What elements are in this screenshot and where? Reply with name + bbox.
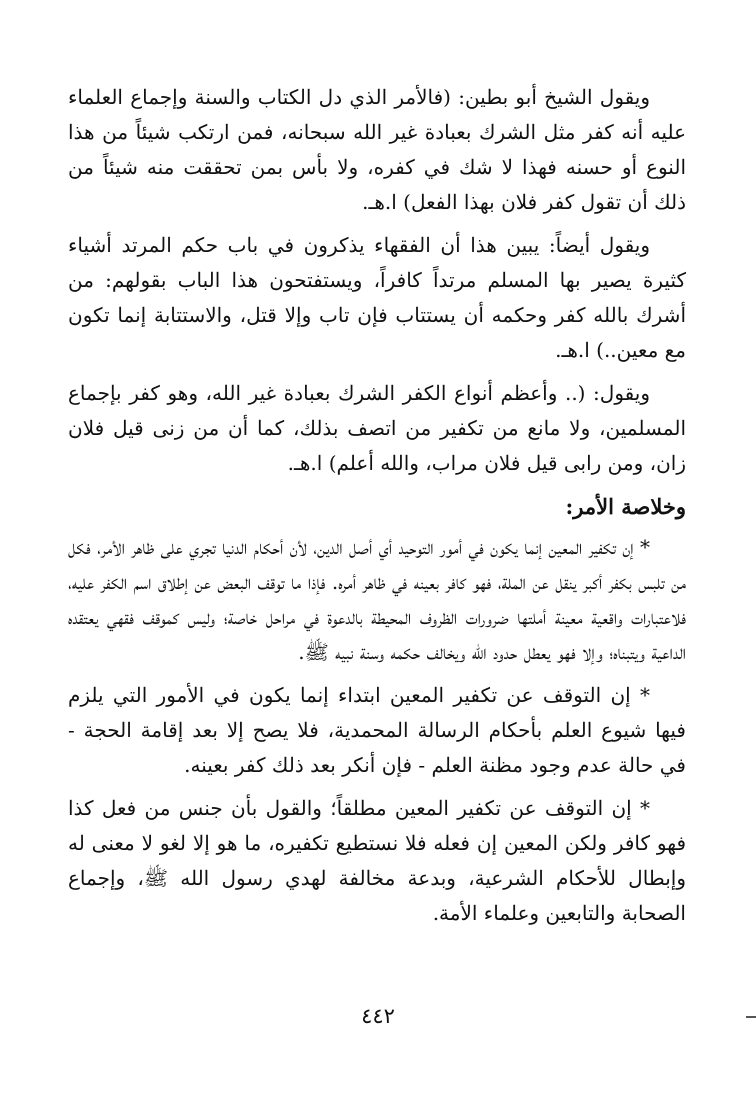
quote-shirk: ويقول: (.. وأعظم أنواع الكفر الشرك بعبادة غير الله، وهو كفر بإجماع المسلمين، ولا مانع من تكفير من اتصف بذلك، كما أن من زنى قيل فلان زان، ومن رابى قيل فلان مراب، والله أعلم) ا.هـ. [68,381,686,475]
page-number: ٤٤٢ [361,1004,395,1028]
summary-point-2: * إن التوقف عن تكفير المعين ابتداء إنما يكون في الأمور التي يلزم فيها شيوع العلم بأحكام الرسالة المحمدية، فلا يصح إلا بعد إقامة الحجة - في حالة عدم وجود مظنة العلم - فإن أنكر بعد ذلك كفر بعينه. [68,683,686,777]
section-heading: وخلاصة الأمر: [565,494,686,519]
summary-point-3: * إن التوقف عن تكفير المعين مطلقاً؛ والقول بأن جنس من فعل كذا فهو كافر ولكن المعين إن فعله فلا نستطيع تكفيره، ما هو إلا لغو لا معنى له وإبطال للأحكام الشرعية، وبدعة مخالفة لهدي رسول الله ﷺ، وإجماع الصحابة والتابعين وعلماء الأمة. [68,796,686,925]
summary-point-1: * إن تكفير المعين إنما يكون في أمور التوحيد أي أصل الدين، لأن أحكام الدنيا تجري على ظاهر الأمر، فكل من تلبس بكفر أكبر ينقل عن الملة، فهو كافر بعينه في ظاهر أمره. فإذا ما توقف البعض عن إطلاق اسم الكفر عليه، فلاعتبارات واقعية معينة أملتها ضرورات الظروف المحيطة بالدعوة في مراحل خاصة؛ وليس كموقف فقهي يعتقده الداعية ويتبناه؛ وإلا فهو يعطل حدود الله ويخالف حكمه وسنة نبيه ﷺ. [68,535,686,664]
quote-fuqaha: ويقول أيضاً: يبين هذا أن الفقهاء يذكرون في باب حكم المرتد أشياء كثيرة يصير بها المسلم مرتداً كافراً، ويستفتحون هذا الباب بقولهم: من أشرك بالله كفر وحكمه أن يستتاب فإن تاب وإلا قتل، والاستتابة إنما تكون مع معين..) ا.هـ. [68,233,686,362]
scan-edge-mark [746,1016,756,1018]
quote-abu-butain: ويقول الشيخ أبو بطين: (فالأمر الذي دل الكتاب والسنة وإجماع العلماء عليه أنه كفر مثل الشرك بعبادة غير الله سبحانه، فمن ارتكب شيئاً من هذا النوع أو حسنه فهذا لا شك في كفره، ولا بأس بمن تحققت منه شيئاً من ذلك أن تقول كفر فلان بهذا الفعل) ا.هـ. [68,85,686,214]
page-body [68,80,686,939]
